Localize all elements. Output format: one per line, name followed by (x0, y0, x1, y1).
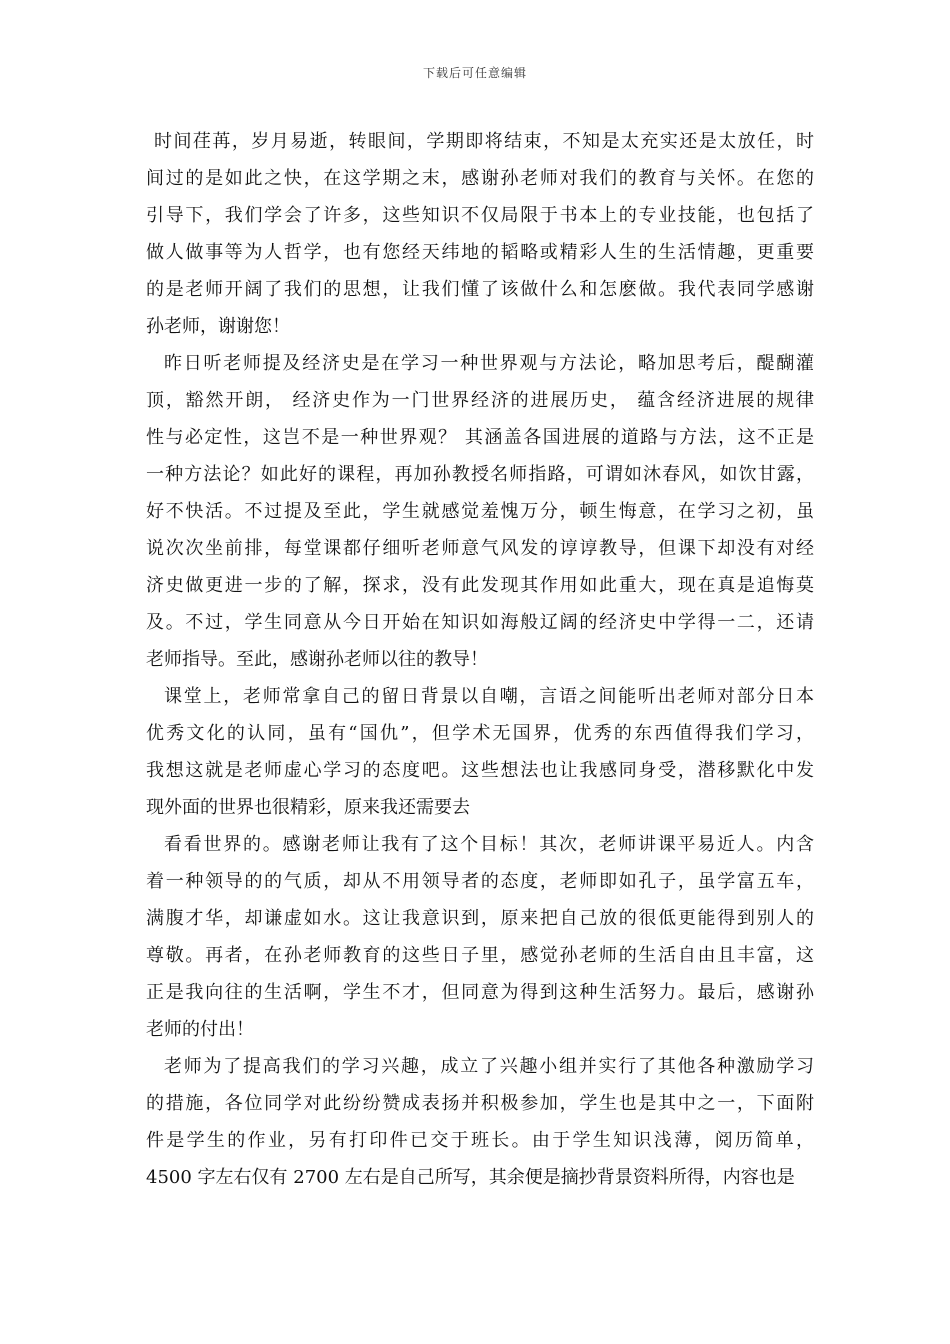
text-line: 正是我向往的生活啊，学生不才，但同意为得到这种生活努力。最后，感谢孙 (146, 982, 814, 1003)
text-line: 老师的付出！ (146, 1019, 254, 1040)
paragraph (146, 678, 814, 826)
paragraph (146, 826, 814, 1048)
text-line: 着一种领导的的气质，却从不用领导者的态度，老师即如孔子，虽学富五车， (146, 871, 814, 892)
page-header: 下载后可任意编辑 (422, 66, 527, 80)
text-line: 说次次坐前排，每堂课都仔细听老师意气风发的谆谆教导，但课下却没有对经 (146, 538, 814, 559)
text-line: 孙老师，谢谢您！ (146, 316, 290, 337)
text-line: 好不快活。不过提及至此，学生就感觉羞愧万分，顿生悔意，在学习之初，虽 (146, 501, 814, 522)
text-line: 尊敬。再者，在孙老师教育的这些日子里，感觉孙老师的生活自由且丰富，这 (146, 945, 814, 966)
text-line: 课堂上，老师常拿自己的留日背景以自嘲，言语之间能听出老师对部分日本 (164, 686, 814, 707)
paragraph (146, 1048, 814, 1196)
text-line: 我想这就是老师虚心学习的态度吧。这些想法也让我感同身受，潜移默化中发 (146, 760, 814, 781)
text-line: 的措施，各位同学对此纷纷赞成表扬并积极参加，学生也是其中之一，下面附 (146, 1093, 814, 1114)
text-line: 引导下，我们学会了许多，这些知识不仅局限于书本上的专业技能，也包括了 (146, 205, 814, 226)
text-line: 时间荏苒，岁月易逝，转眼间，学期即将结束，不知是太充实还是太放任，时 (154, 131, 814, 152)
text-line: 优秀文化的认同，虽有“国仇”，但学术无国界，优秀的东西值得我们学习， (146, 723, 814, 744)
text-line: 老师为了提高我们的学习兴趣，成立了兴趣小组并实行了其他各种激励学习 (164, 1056, 814, 1077)
text-line: 件是学生的作业，另有打印件已交于班长。由于学生知识浅薄，阅历简单， (146, 1130, 814, 1151)
text-line: 顶，豁然开朗， 经济史作为一门世界经济的进展历史， 蕴含经济进展的规律 (146, 390, 814, 411)
text-line: 满腹才华，却谦虚如水。这让我意识到，原来把自己放的很低更能得到别人的 (146, 908, 814, 929)
text-line: 做人做事等为人哲学，也有您经天纬地的韬略或精彩人生的生活情趣，更重要 (146, 242, 814, 263)
text-line: 4500 字左右仅有 2700 左右是自己所写，其余便是摘抄背景资料所得，内容也是 (146, 1167, 795, 1188)
text-line: 现外面的世界也很精彩，原来我还需要去 (146, 797, 470, 818)
text-line: 济史做更进一步的了解，探求，没有此发现其作用如此重大，现在真是追悔莫 (146, 575, 814, 596)
paragraph (146, 123, 814, 345)
document-body (146, 123, 814, 1196)
text-line: 老师指导。至此，感谢孙老师以往的教导！ (146, 649, 488, 670)
text-line: 及。不过，学生同意从今日开始在知识如海般辽阔的经济史中学得一二，还请 (146, 612, 814, 633)
paragraph (146, 345, 814, 678)
text-line: 一种方法论？如此好的课程，再加孙教授名师指路，可谓如沐春风，如饮甘露， (146, 464, 814, 485)
text-line: 的是老师开阔了我们的思想，让我们懂了该做什么和怎麽做。我代表同学感谢 (146, 279, 814, 300)
text-line: 性与必定性，这岂不是一种世界观？ 其涵盖各国进展的道路与方法，这不正是 (146, 427, 814, 448)
text-line: 昨日听老师提及经济史是在学习一种世界观与方法论，略加思考后，醍醐灌 (164, 353, 814, 374)
text-line: 间过的是如此之快，在这学期之末，感谢孙老师对我们的教育与关怀。在您的 (146, 168, 814, 189)
text-line: 看看世界的。感谢老师让我有了这个目标！其次，老师讲课平易近人。内含 (164, 834, 814, 855)
